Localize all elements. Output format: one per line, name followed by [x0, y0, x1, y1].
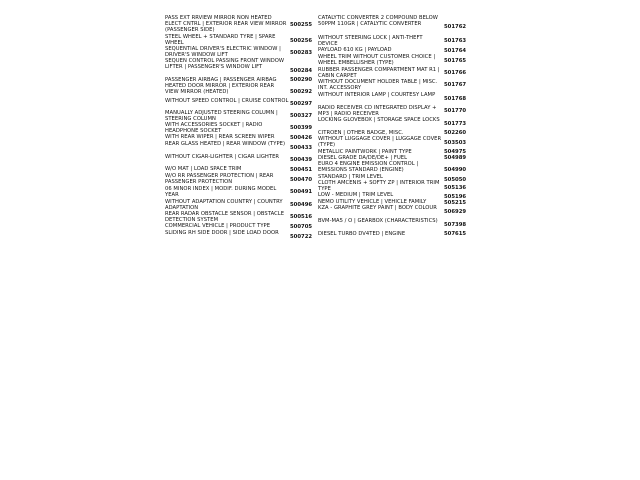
option-code: 505215 — [444, 200, 467, 206]
option-description: SEQUEN CONTROL PASSING FRONT WINDOW LIFTER | PASSENGER'S WINDOW LIFT — [165, 58, 285, 71]
option-description: PAYLOAD 610 KG | PAYLOAD — [318, 47, 392, 53]
option-code: 500284 — [290, 68, 313, 74]
option-description: HEATED DOOR MIRROR | EXTERIOR REAR VIEW MIRROR (HEATED) — [165, 83, 275, 96]
option-description: STEEL WHEEL + STANDARD TYRE | SPARE WHEEL — [165, 34, 276, 47]
option-code: 500290 — [290, 77, 313, 83]
option-code: 501766 — [444, 70, 467, 76]
option-code: 504989 — [444, 155, 467, 161]
option-description: KZA - GRAPHITE GREY PAINT | BODY COLOUR — [318, 205, 437, 211]
option-code: 506929 — [444, 209, 467, 215]
option-code: 500256 — [290, 38, 313, 44]
option-code: 500283 — [290, 50, 313, 56]
option-code: 507398 — [444, 222, 467, 228]
option-code: 503503 — [444, 140, 467, 146]
option-code: 501773 — [444, 121, 467, 127]
option-code: 501768 — [444, 96, 467, 102]
option-code: 500491 — [290, 189, 313, 195]
option-description: EURO 4 ENGINE EMISSION CONTROL | EMISSIONS STANDARD (ENGINE) — [318, 161, 419, 174]
option-description: BVM-MA5 / O | GEARBOX (CHARACTERISTICS) — [318, 218, 438, 224]
option-code: 505136 — [444, 185, 467, 191]
option-code: 500722 — [290, 234, 313, 240]
option-code: 500255 — [290, 22, 313, 28]
option-description: DIESEL TURBO DV4TED | ENGINE — [318, 231, 406, 237]
option-description: WHEEL TRIM WITHOUT CUSTOMER CHOICE | WHEEL EMBELLISHER (TYPE) — [318, 54, 436, 67]
option-code: 500327 — [290, 113, 313, 119]
option-description: LOW - MEDIUM | TRIM LEVEL — [318, 192, 394, 198]
option-code: 500292 — [290, 89, 313, 95]
option-description: RADIO RECEIVER CD INTEGRATED DISPLAY + MP3 | RADIO RECEIVER — [318, 105, 437, 118]
option-description: DIESEL GRADE DA/DE/DE+ | FUEL — [318, 155, 408, 161]
option-code: 500297 — [290, 101, 313, 107]
option-code: 504990 — [444, 167, 467, 173]
option-description: SEQUENTIAL DRIVER'S ELECTRIC WINDOW | DRIVER'S WINDOW LIFT — [165, 46, 281, 59]
option-description: SLIDING RH SIDE DOOR | SIDE LOAD DOOR — [165, 230, 279, 236]
option-description: W/O RR PASSENGER PROTECTION | REAR PASSENGER PROTECTION — [165, 173, 274, 186]
option-code: 500439 — [290, 157, 313, 163]
option-code: 500496 — [290, 202, 313, 208]
option-code: 501762 — [444, 24, 467, 30]
option-description: REAR RADAR OBSTACLE SENSOR | OBSTACLE DETECTION SYSTEM — [165, 211, 285, 224]
option-description: WITH ACCESSORIES SOCKET | RADIO HEADPHONE SOCKET — [165, 122, 263, 135]
option-description: MANUALLY ADJUSTED STEERING COLUMN | STEERING COLUMN — [165, 110, 278, 123]
option-description: 06 MINOR INDEX | MODIF. DURING MODEL YEAR — [165, 186, 277, 199]
option-code: 500433 — [290, 145, 313, 151]
option-description: WITHOUT INTERIOR LAMP | COURTESY LAMP — [318, 92, 436, 98]
option-description: WITHOUT LUGGAGE COVER | LUGGAGE COVER (TYPE) — [318, 136, 442, 149]
option-code: 505050 — [444, 177, 467, 183]
option-description: PASSENGER AIRBAG | PASSENGER AIRBAG — [165, 77, 277, 83]
option-code: 500516 — [290, 214, 313, 220]
option-code: 500470 — [290, 177, 313, 183]
option-description: COMMERCIAL VEHICLE | PRODUCT TYPE — [165, 223, 271, 229]
option-description: NEMO UTILITY VEHICLE | VEHICLE FAMILY — [318, 199, 427, 205]
option-code: 500399 — [290, 125, 313, 131]
option-code: 501770 — [444, 108, 467, 114]
option-code: 501765 — [444, 58, 467, 64]
option-description: WITHOUT STEERING LOCK | ANTI-THEFT DEVICE — [318, 35, 423, 48]
option-description: CATALYTIC CONVERTER 2 COMPOUND BELOW 50PPM 110GR | CATALYTIC CONVERTER — [318, 15, 438, 28]
option-code: 501764 — [444, 48, 467, 54]
option-code: 501763 — [444, 38, 467, 44]
option-code: 500426 — [290, 135, 313, 141]
option-description: LOCKING GLOVEBOX | STORAGE SPACE LOCKS — [318, 117, 440, 123]
option-code: 501767 — [444, 82, 467, 88]
option-code: 505196 — [444, 194, 467, 200]
option-description: CLOTH AMCENIS + SOFTY ZP | INTERIOR TRIM TYPE — [318, 180, 440, 193]
option-code: 504975 — [444, 149, 467, 155]
option-description: WITHOUT CIGAR-LIGHTER | CIGAR LIGHTER — [165, 154, 280, 160]
option-description: WITHOUT ADAPTATION COUNTRY | COUNTRY ADAPTATION — [165, 199, 283, 212]
option-description: METALLIC PAINTWORK | PAINT TYPE — [318, 149, 412, 155]
option-description: REAR GLASS HEATED | REAR WINDOW (TYPE) — [165, 141, 286, 147]
option-description: PASS EXT RRVIEW MIRROR NON HEATED ELECT CNTRL | EXTERIOR REAR VIEW MIRROR (PASSENGER SIDE) — [165, 15, 287, 34]
option-description: WITH REAR WIPER | REAR SCREEN WIPER — [165, 134, 275, 140]
option-description: WITHOUT DOCUMENT HOLDER TABLE | MISC. INT. ACCESSORY — [318, 79, 438, 92]
option-description: W/O MAT | LOAD SPACE TRIM — [165, 166, 242, 172]
option-description: RUBBER PASSENGER COMPARTMENT MAT R1 | CABIN CARPET — [318, 67, 440, 80]
option-description: CITROEN | OTHER BADGE, MISC. — [318, 130, 404, 136]
option-description: WITHOUT SPEED CONTROL | CRUISE CONTROL — [165, 98, 289, 104]
option-code: 507615 — [444, 231, 467, 237]
option-description: STANDARD | TRIM LEVEL — [318, 174, 383, 180]
option-code: 500705 — [290, 224, 313, 230]
option-code: 500451 — [290, 167, 313, 173]
option-code: 502260 — [444, 130, 467, 136]
